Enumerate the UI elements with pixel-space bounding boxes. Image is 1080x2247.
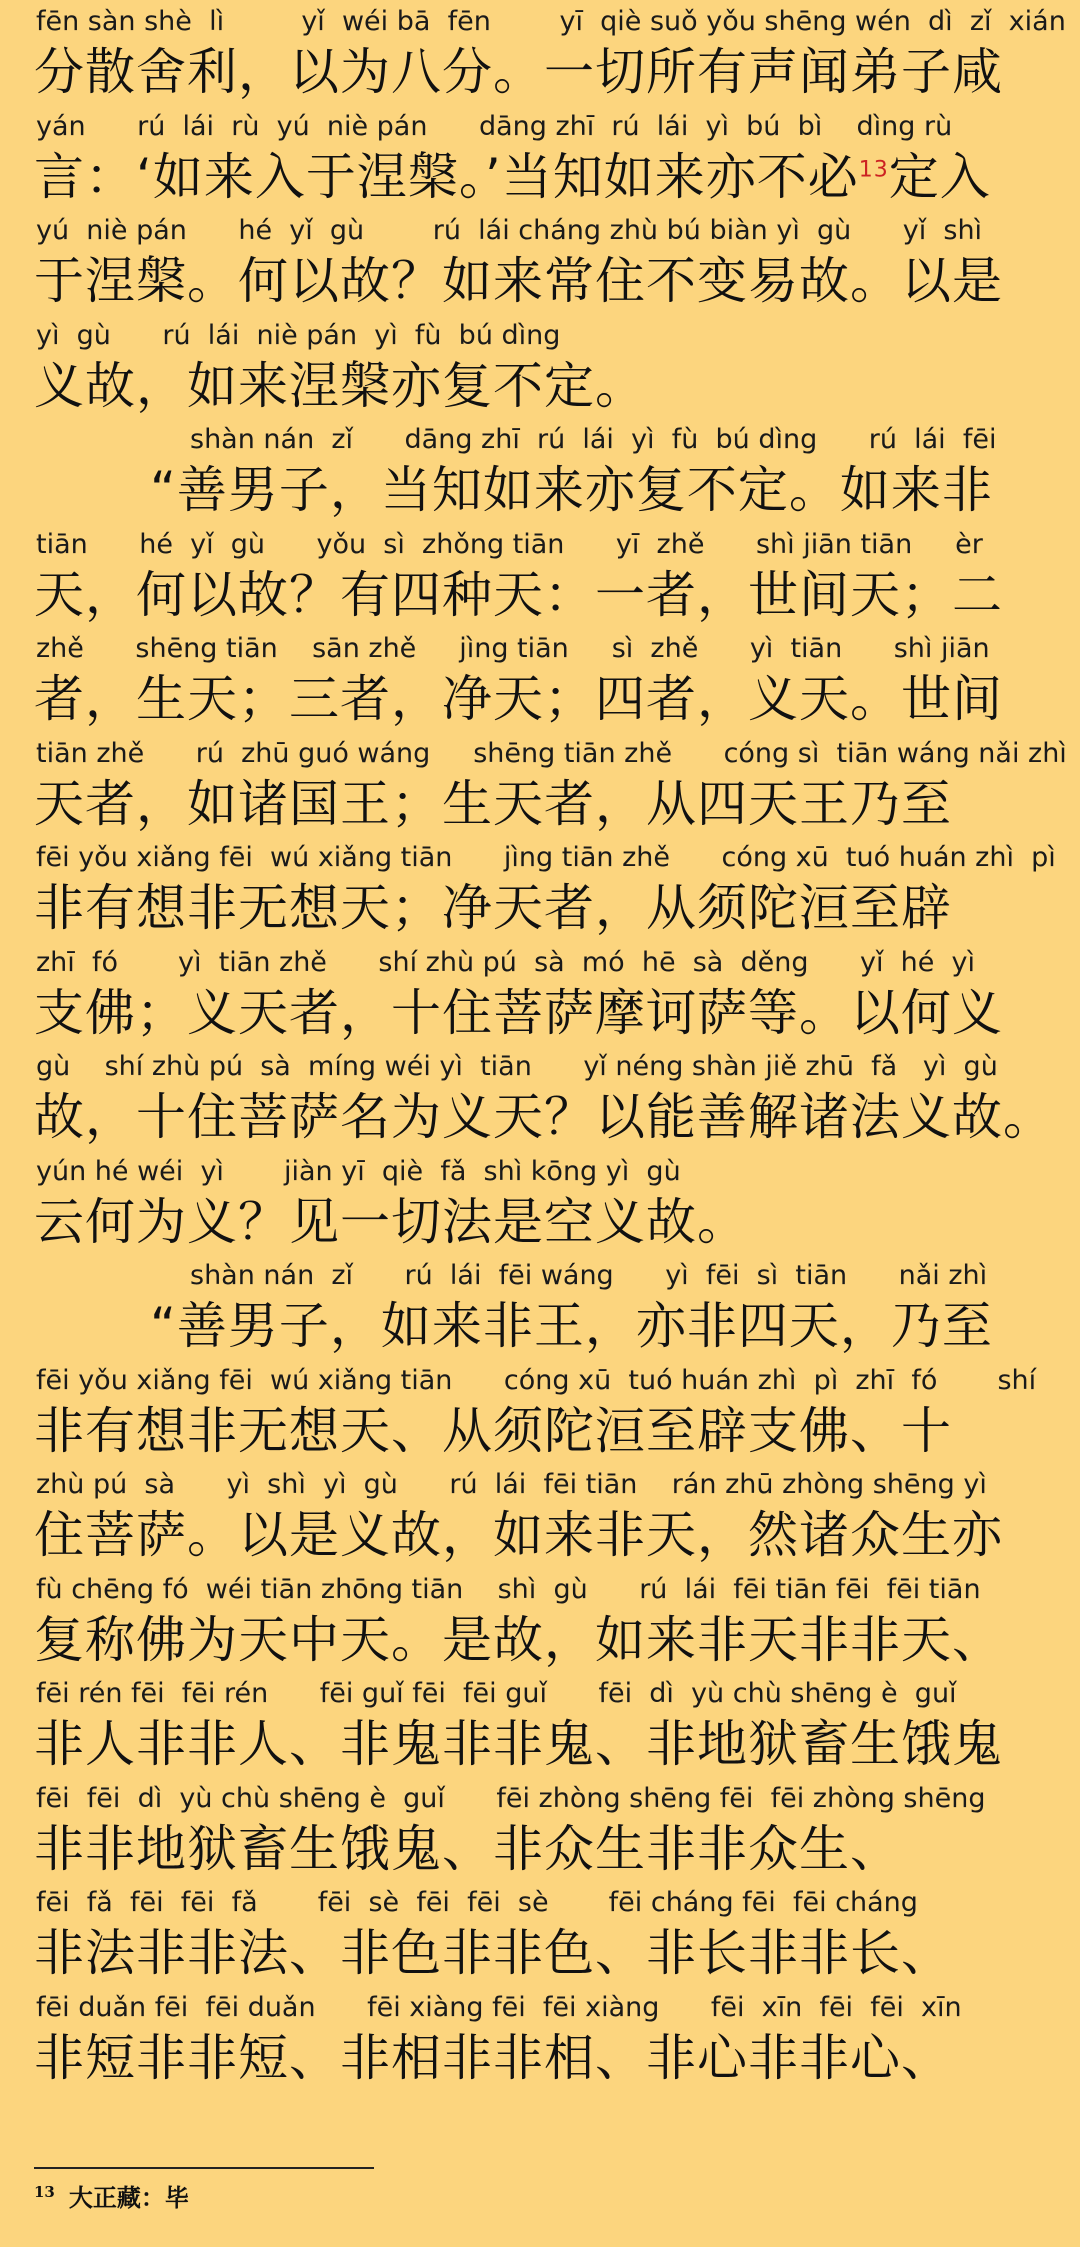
pinyin-line: tiān zhě rú zhū guó wáng shēng tiān zhě cóng sì tiān wáng nǎi zhì <box>36 737 1067 769</box>
pinyin-line: shàn nán zǐ dāng zhī rú lái yì fù bú dìng rú lái fēi <box>190 424 997 455</box>
text-line <box>0 211 1080 316</box>
text-line <box>0 1570 1080 1675</box>
text-line <box>0 1152 1080 1257</box>
pinyin-line: shàn nán zǐ rú lái fēi wáng yì fēi sì tiān nǎi zhì <box>190 1260 988 1291</box>
hanzi-line: “善男子，如来非王，亦非四天，乃至 <box>150 1297 993 1355</box>
hanzi-line: 非非地狱畜生饿鬼、非众生非非众生、 <box>34 1819 901 1878</box>
pinyin-line: gù shí zhù pú sà míng wéi yì tiān yǐ néng shàn jiě zhū fǎ yì gù <box>36 1051 998 1082</box>
pinyin-line: tiān hé yǐ gù yǒu sì zhǒng tiān yī zhě shì jiān tiān èr <box>36 528 983 560</box>
text-line <box>0 734 1080 839</box>
hanzi-line: 者，生天；三者，净天；四者，义天。世间 <box>34 670 1003 728</box>
pinyin-line: zhù pú sà yì shì yì gù rú lái fēi tiān rán zhū zhòng shēng yì <box>36 1469 987 1500</box>
pinyin-line: fēi duǎn fēi fēi duǎn fēi xiàng fēi fēi xiàng fēi xīn fēi fēi xīn <box>36 1991 962 2023</box>
hanzi-line: 支佛；义天者，十住菩萨摩诃萨等。以何义 <box>34 983 1003 1042</box>
text-line <box>0 838 1080 943</box>
hanzi-line: 故，十住菩萨名为义天？以能善解诸法义故。 <box>34 1088 1054 1146</box>
hanzi-line: 非短非非短、非相非非相、非心非非心、 <box>34 2028 952 2087</box>
text-line <box>0 316 1080 421</box>
text-line <box>0 2 1080 107</box>
pinyin-line: yán rú lái rù yú niè pán dāng zhī rú lái yì bú bì dìng rù <box>36 110 953 142</box>
footnote-divider <box>34 2167 374 2169</box>
pinyin-line: zhī fó yì tiān zhě shí zhù pú sà mó hē sà děng yǐ hé yì <box>36 946 976 978</box>
pinyin-line: fēi yǒu xiǎng fēi wú xiǎng tiān cóng xū tuó huán zhì pì zhī fó shí <box>36 1364 1037 1396</box>
text-body <box>0 2 1080 2092</box>
hanzi-line: 天者，如诸国王；生天者，从四天王乃至 <box>34 774 952 833</box>
pinyin-line: fēi fēi dì yù chù shēng è guǐ fēi zhòng shēng fēi fēi zhòng shēng <box>36 1782 986 1814</box>
pinyin-line: yún hé wéi yì jiàn yī qiè fǎ shì kōng yì gù <box>36 1155 681 1187</box>
text-line <box>0 1047 1080 1152</box>
text-line <box>0 1256 1080 1361</box>
hanzi-line: 非人非非人、非鬼非非鬼、非地狱畜生饿鬼 <box>34 1715 1003 1773</box>
hanzi-text: 言：‘如来入于涅槃。’当知如来亦不必 <box>34 147 859 206</box>
text-line <box>0 1674 1080 1779</box>
hanzi-line <box>0 147 1080 207</box>
text-line <box>0 943 1080 1048</box>
hanzi-line: 义故，如来涅槃亦复不定。 <box>34 356 646 415</box>
footnote-marker[interactable]: 13 <box>858 156 889 182</box>
hanzi-line: 复称佛为天中天。是故，如来非天非非天、 <box>34 1610 1003 1669</box>
pinyin-line: fēn sàn shè lì yǐ wéi bā fēn yī qiè suǒ yǒu shēng wén dì zǐ xián <box>36 6 1066 37</box>
text-line <box>0 420 1080 525</box>
hanzi-line: 住菩萨。以是义故，如来非天，然诸众生亦 <box>34 1506 1003 1564</box>
hanzi-line: 非有想非无想天；净天者，从须陀洹至辟 <box>34 879 952 937</box>
text-line <box>0 1779 1080 1884</box>
text-line <box>0 107 1080 212</box>
pinyin-line: fēi rén fēi fēi rén fēi guǐ fēi fēi guǐ fēi dì yù chù shēng è guǐ <box>36 1678 957 1709</box>
text-line <box>0 1465 1080 1570</box>
pinyin-line: yú niè pán hé yǐ gù rú lái cháng zhù bú biàn yì gù yǐ shì <box>36 215 983 246</box>
hanzi-line: 分散舍利，以为八分。一切所有声闻弟子咸 <box>34 43 1003 101</box>
pinyin-line: yì gù rú lái niè pán yì fù bú dìng <box>36 319 561 351</box>
hanzi-line: 天，何以故？有四种天：一者，世间天；二 <box>34 565 1003 624</box>
hanzi-line: “善男子，当知如来亦复不定。如来非 <box>150 461 993 519</box>
text-line <box>0 1361 1080 1466</box>
hanzi-text: 定入 <box>888 147 991 206</box>
hanzi-line: 非法非非法、非色非非色、非长非非长、 <box>34 1924 952 1982</box>
hanzi-line: 于涅槃。何以故？如来常住不变易故。以是 <box>34 252 1003 310</box>
footnote-number: 13 <box>34 2183 55 2201</box>
footnote-text: 大正藏：毕 <box>68 2183 189 2212</box>
text-line <box>0 629 1080 734</box>
pinyin-line: fù chēng fó wéi tiān zhōng tiān shì gù rú lái fēi tiān fēi fēi tiān <box>36 1573 981 1605</box>
text-line <box>0 1883 1080 1988</box>
hanzi-line: 云何为义？见一切法是空义故。 <box>34 1192 748 1251</box>
pinyin-line: fēi yǒu xiǎng fēi wú xiǎng tiān jìng tiān zhě cóng xū tuó huán zhì pì <box>36 842 1056 873</box>
hanzi-line: 非有想非无想天、从须陀洹至辟支佛、十 <box>34 1401 952 1460</box>
pinyin-line: zhě shēng tiān sān zhě jìng tiān sì zhě yì tiān shì jiān <box>36 633 990 664</box>
footnote <box>34 2178 189 2213</box>
text-line <box>0 1988 1080 2093</box>
pinyin-line: fēi fǎ fēi fēi fǎ fēi sè fēi fēi sè fēi cháng fēi fēi cháng <box>36 1887 918 1918</box>
text-line <box>0 525 1080 630</box>
